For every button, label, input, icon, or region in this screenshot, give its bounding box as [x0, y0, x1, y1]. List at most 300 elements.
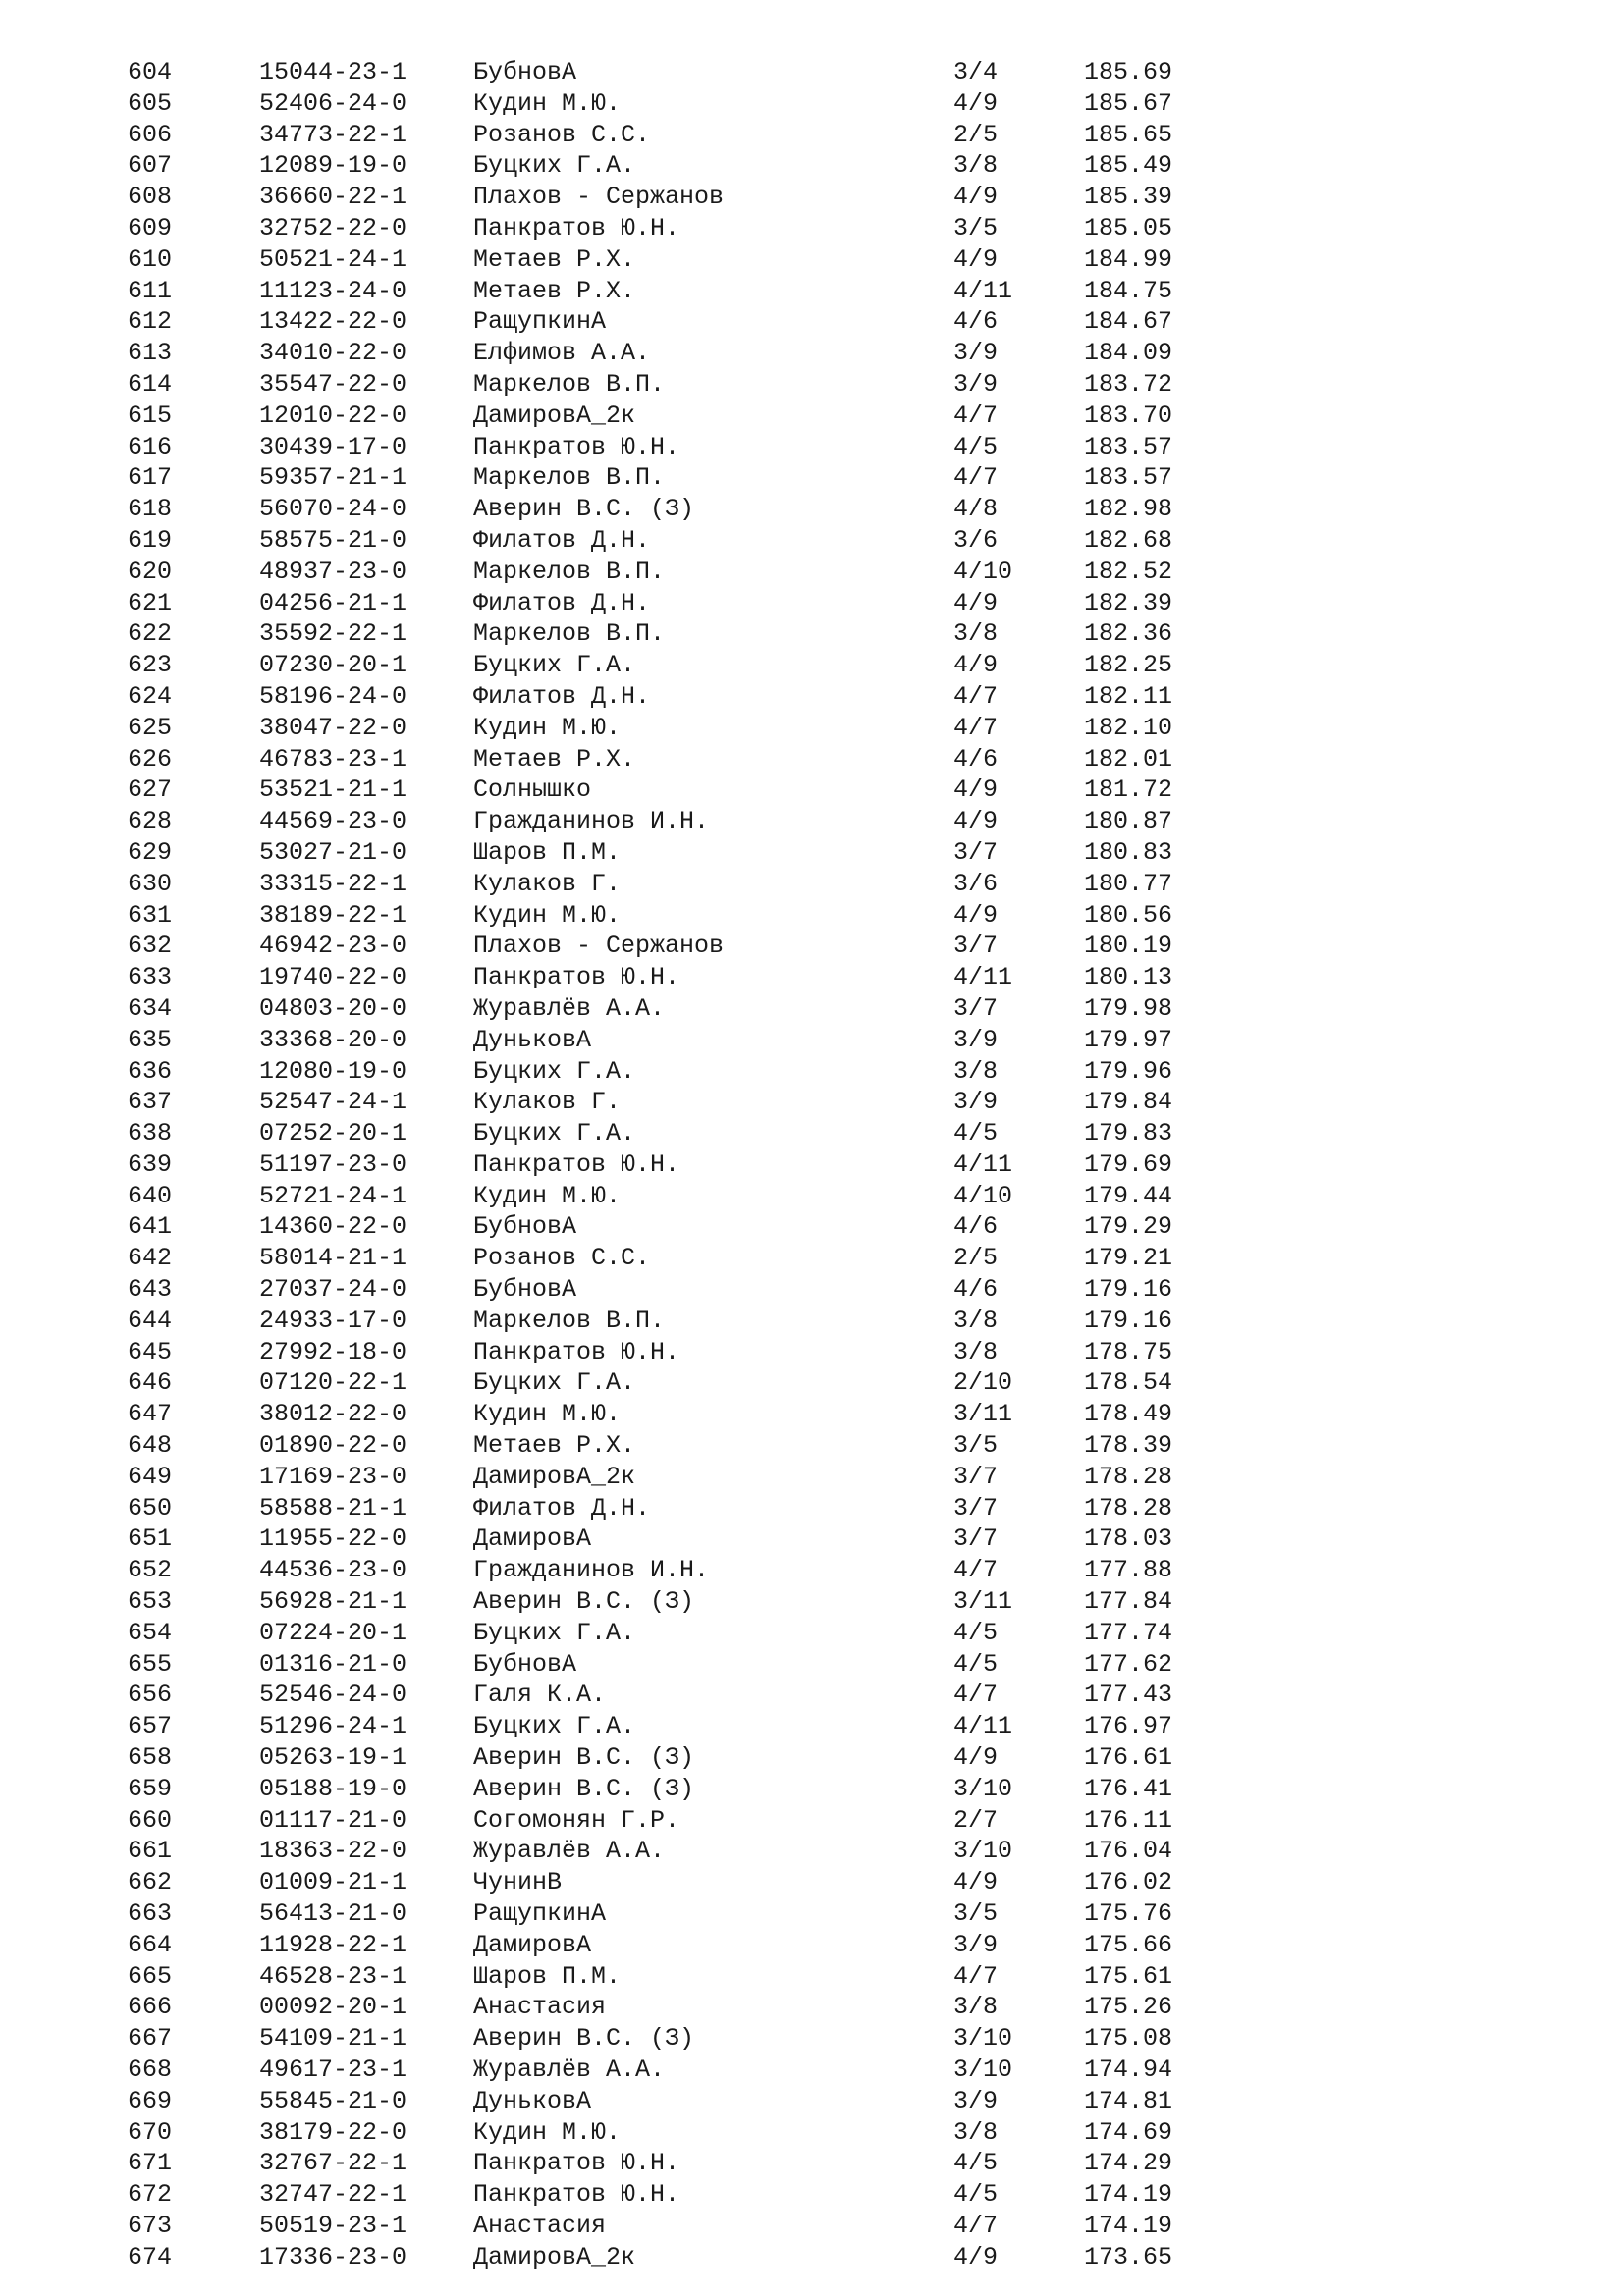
row-fraction: 3/7 [953, 1493, 999, 1522]
row-score: 179.16 [1084, 1275, 1173, 1305]
row-name: ДамировА_2к [473, 2242, 636, 2271]
row-rank: 621 [128, 588, 173, 617]
table-row [0, 2055, 1624, 2086]
row-rank: 631 [128, 900, 173, 930]
row-rank: 617 [128, 463, 173, 493]
row-fraction: 4/9 [953, 183, 999, 212]
table-row [0, 1836, 1624, 1867]
row-score: 182.68 [1084, 525, 1173, 555]
row-name: Панкратов Ю.Н. [473, 2149, 680, 2178]
row-code: 00092-20-1 [259, 1993, 407, 2022]
row-code: 53027-21-0 [259, 837, 407, 867]
row-code: 14360-22-0 [259, 1212, 407, 1242]
row-rank: 651 [128, 1524, 173, 1554]
row-fraction: 3/9 [953, 1088, 999, 1117]
row-fraction: 3/8 [953, 1993, 999, 2022]
table-row [0, 276, 1624, 307]
row-code: 38179-22-0 [259, 2117, 407, 2147]
row-code: 38189-22-1 [259, 900, 407, 930]
row-fraction: 3/7 [953, 1524, 999, 1554]
row-code: 49617-23-1 [259, 2056, 407, 2084]
row-code: 54109-21-1 [259, 2024, 407, 2054]
row-name: Кудин М.Ю. [473, 1400, 622, 1429]
table-row [0, 1274, 1624, 1306]
row-score: 180.83 [1084, 837, 1173, 867]
row-fraction: 4/5 [953, 1618, 999, 1647]
row-name: Аверин В.С. (З) [473, 1587, 695, 1617]
row-rank: 663 [128, 1899, 173, 1929]
row-fraction: 3/8 [953, 619, 999, 649]
row-name: Филатов Д.Н. [473, 1493, 651, 1522]
row-score: 173.65 [1084, 2242, 1173, 2271]
row-code: 30439-17-0 [259, 432, 407, 461]
row-rank: 628 [128, 807, 173, 836]
table-row [0, 618, 1624, 650]
row-rank: 625 [128, 713, 173, 742]
row-name: Метаев Р.Х. [473, 1431, 636, 1461]
row-score: 185.69 [1084, 58, 1173, 86]
row-rank: 669 [128, 2086, 173, 2115]
row-name: Маркелов В.П. [473, 557, 666, 586]
row-score: 178.49 [1084, 1400, 1173, 1429]
row-name: Журавлёв А.А. [473, 1837, 666, 1866]
table-row [0, 1243, 1624, 1274]
row-score: 178.28 [1084, 1493, 1173, 1522]
row-name: Плахов - Сержанов [473, 183, 725, 212]
row-fraction: 4/7 [953, 681, 999, 711]
row-code: 52547-24-1 [259, 1088, 407, 1117]
row-rank: 665 [128, 1961, 173, 1991]
row-fraction: 4/6 [953, 744, 999, 774]
row-name: ДуньковА [473, 2086, 592, 2115]
row-fraction: 3/11 [953, 1400, 1013, 1429]
row-fraction: 3/10 [953, 1774, 1013, 1803]
row-code: 11928-22-1 [259, 1930, 407, 1959]
row-fraction: 4/9 [953, 900, 999, 930]
row-name: ДамировА_2к [473, 1462, 636, 1491]
row-rank: 639 [128, 1149, 173, 1179]
row-rank: 636 [128, 1056, 173, 1086]
row-rank: 608 [128, 183, 173, 212]
row-name: Буцких Г.А. [473, 1712, 636, 1741]
row-code: 12080-19-0 [259, 1056, 407, 1086]
table-row [0, 88, 1624, 120]
row-fraction: 3/9 [953, 369, 999, 399]
row-code: 56413-21-0 [259, 1899, 407, 1929]
row-name: Буцких Г.А. [473, 1119, 636, 1148]
row-name: Буцких Г.А. [473, 651, 636, 680]
row-fraction: 3/9 [953, 1025, 999, 1054]
table-row [0, 525, 1624, 557]
results-document [0, 57, 1624, 2273]
row-fraction: 3/9 [953, 1930, 999, 1959]
row-score: 178.75 [1084, 1337, 1173, 1366]
row-score: 183.57 [1084, 463, 1173, 493]
row-rank: 634 [128, 993, 173, 1023]
row-code: 12089-19-0 [259, 151, 407, 181]
row-rank: 660 [128, 1805, 173, 1835]
table-row [0, 400, 1624, 432]
row-name: Буцких Г.А. [473, 1368, 636, 1398]
row-fraction: 3/8 [953, 1337, 999, 1366]
row-rank: 604 [128, 58, 173, 86]
row-name: Розанов С.С. [473, 1244, 651, 1273]
row-name: ДамировА [473, 1930, 592, 1959]
table-row [0, 1087, 1624, 1118]
row-rank: 655 [128, 1649, 173, 1679]
row-fraction: 4/10 [953, 557, 1013, 586]
row-score: 184.99 [1084, 244, 1173, 274]
row-code: 04803-20-0 [259, 993, 407, 1023]
row-rank: 618 [128, 495, 173, 524]
row-code: 58014-21-1 [259, 1244, 407, 1273]
table-row [0, 2211, 1624, 2242]
row-name: ЧунинВ [473, 1868, 563, 1897]
row-name: БубновА [473, 1649, 577, 1679]
table-row [0, 1306, 1624, 1337]
table-row [0, 1992, 1624, 2023]
row-fraction: 4/11 [953, 1149, 1013, 1179]
row-name: Маркелов В.П. [473, 463, 666, 493]
row-name: Аверин В.С. (З) [473, 1743, 695, 1773]
row-name: Шаров П.М. [473, 1961, 622, 1991]
table-row [0, 2179, 1624, 2211]
row-name: ДамировА [473, 1524, 592, 1554]
row-code: 07224-20-1 [259, 1618, 407, 1647]
row-name: РащупкинА [473, 1899, 607, 1929]
table-row [0, 1399, 1624, 1430]
row-name: РащупкинА [473, 307, 607, 337]
row-rank: 623 [128, 651, 173, 680]
row-name: Согомонян Г.Р. [473, 1805, 680, 1835]
table-row [0, 1867, 1624, 1898]
row-fraction: 4/5 [953, 2149, 999, 2178]
row-name: Розанов С.С. [473, 120, 651, 149]
row-name: Панкратов Ю.Н. [473, 213, 680, 242]
table-row [0, 432, 1624, 463]
row-code: 52546-24-0 [259, 1681, 407, 1710]
row-name: Гражданинов И.Н. [473, 1556, 710, 1585]
row-name: Филатов Д.Н. [473, 681, 651, 711]
row-fraction: 4/7 [953, 1556, 999, 1585]
row-name: Метаев Р.Х. [473, 744, 636, 774]
row-fraction: 3/10 [953, 1837, 1013, 1866]
table-row [0, 713, 1624, 744]
row-code: 53521-21-1 [259, 775, 407, 805]
row-fraction: 4/9 [953, 1743, 999, 1773]
row-score: 174.29 [1084, 2149, 1173, 2178]
row-score: 184.09 [1084, 339, 1173, 368]
row-code: 51197-23-0 [259, 1149, 407, 1179]
row-code: 52721-24-1 [259, 1181, 407, 1210]
row-fraction: 3/8 [953, 1056, 999, 1086]
row-fraction: 3/7 [953, 932, 999, 961]
row-fraction: 2/5 [953, 120, 999, 149]
row-fraction: 4/5 [953, 1649, 999, 1679]
row-rank: 620 [128, 557, 173, 586]
row-code: 24933-17-0 [259, 1306, 407, 1335]
row-code: 05263-19-1 [259, 1743, 407, 1773]
row-name: Панкратов Ю.Н. [473, 432, 680, 461]
row-code: 04256-21-1 [259, 588, 407, 617]
row-fraction: 2/7 [953, 1805, 999, 1835]
row-fraction: 3/11 [953, 1587, 1013, 1617]
row-rank: 641 [128, 1212, 173, 1242]
row-score: 180.87 [1084, 807, 1173, 836]
row-fraction: 4/6 [953, 307, 999, 337]
row-rank: 635 [128, 1025, 173, 1054]
table-row [0, 369, 1624, 400]
row-score: 179.98 [1084, 993, 1173, 1023]
row-code: 46783-23-1 [259, 744, 407, 774]
row-score: 177.74 [1084, 1618, 1173, 1647]
row-rank: 648 [128, 1431, 173, 1461]
row-name: Панкратов Ю.Н. [473, 1149, 680, 1179]
row-rank: 653 [128, 1587, 173, 1617]
row-code: 11123-24-0 [259, 276, 407, 305]
row-name: Аверин В.С. (З) [473, 495, 695, 524]
row-code: 55845-21-0 [259, 2086, 407, 2115]
row-name: БубновА [473, 58, 577, 86]
row-rank: 667 [128, 2024, 173, 2054]
row-score: 176.41 [1084, 1774, 1173, 1803]
table-row [0, 306, 1624, 338]
row-name: Елфимов А.А. [473, 339, 651, 368]
row-fraction: 3/9 [953, 2086, 999, 2115]
row-name: Кудин М.Ю. [473, 900, 622, 930]
row-code: 46528-23-1 [259, 1961, 407, 1991]
row-score: 182.52 [1084, 557, 1173, 586]
row-rank: 613 [128, 339, 173, 368]
row-score: 176.02 [1084, 1868, 1173, 1897]
row-fraction: 4/5 [953, 432, 999, 461]
table-row [0, 1462, 1624, 1493]
row-rank: 643 [128, 1275, 173, 1305]
row-rank: 606 [128, 120, 173, 149]
table-row [0, 557, 1624, 588]
row-fraction: 4/9 [953, 588, 999, 617]
row-rank: 619 [128, 525, 173, 555]
table-row [0, 993, 1624, 1025]
row-score: 182.01 [1084, 744, 1173, 774]
table-row [0, 1523, 1624, 1555]
row-score: 175.61 [1084, 1961, 1173, 1991]
row-score: 179.97 [1084, 1025, 1173, 1054]
table-row [0, 900, 1624, 932]
row-name: ДуньковА [473, 1025, 592, 1054]
row-score: 176.61 [1084, 1743, 1173, 1773]
row-code: 12010-22-0 [259, 400, 407, 430]
row-name: Кудин М.Ю. [473, 1181, 622, 1210]
row-rank: 615 [128, 400, 173, 430]
table-row [0, 744, 1624, 775]
row-score: 175.76 [1084, 1899, 1173, 1929]
row-code: 46942-23-0 [259, 932, 407, 961]
row-fraction: 3/7 [953, 1462, 999, 1491]
row-code: 51296-24-1 [259, 1712, 407, 1741]
row-rank: 668 [128, 2056, 173, 2084]
row-rank: 646 [128, 1368, 173, 1398]
table-row [0, 2117, 1624, 2149]
row-score: 182.98 [1084, 495, 1173, 524]
row-rank: 632 [128, 932, 173, 961]
table-row [0, 1774, 1624, 1805]
row-rank: 612 [128, 307, 173, 337]
row-rank: 656 [128, 1681, 173, 1710]
row-score: 179.44 [1084, 1181, 1173, 1210]
row-rank: 674 [128, 2242, 173, 2271]
row-name: Панкратов Ю.Н. [473, 2180, 680, 2210]
row-name: Кулаков Г. [473, 869, 622, 898]
row-code: 32767-22-1 [259, 2149, 407, 2178]
row-fraction: 3/7 [953, 993, 999, 1023]
row-fraction: 4/9 [953, 88, 999, 118]
table-row [0, 931, 1624, 962]
row-fraction: 4/9 [953, 1868, 999, 1897]
row-fraction: 3/4 [953, 58, 999, 86]
row-fraction: 4/11 [953, 963, 1013, 992]
row-score: 181.72 [1084, 775, 1173, 805]
table-row [0, 1586, 1624, 1618]
row-name: Кудин М.Ю. [473, 2117, 622, 2147]
row-code: 07120-22-1 [259, 1368, 407, 1398]
row-score: 180.56 [1084, 900, 1173, 930]
table-row [0, 2242, 1624, 2273]
row-rank: 672 [128, 2180, 173, 2210]
row-score: 185.39 [1084, 183, 1173, 212]
row-fraction: 3/8 [953, 2117, 999, 2147]
row-code: 56070-24-0 [259, 495, 407, 524]
row-score: 183.70 [1084, 400, 1173, 430]
table-row [0, 650, 1624, 681]
row-rank: 609 [128, 213, 173, 242]
row-score: 179.84 [1084, 1088, 1173, 1117]
row-code: 36660-22-1 [259, 183, 407, 212]
row-rank: 662 [128, 1868, 173, 1897]
row-score: 185.05 [1084, 213, 1173, 242]
row-score: 179.96 [1084, 1056, 1173, 1086]
table-row [0, 1211, 1624, 1243]
table-row [0, 588, 1624, 619]
row-fraction: 2/5 [953, 1244, 999, 1273]
row-name: Буцких Г.А. [473, 151, 636, 181]
table-row [0, 869, 1624, 900]
row-score: 176.97 [1084, 1712, 1173, 1741]
row-code: 59357-21-1 [259, 463, 407, 493]
row-fraction: 3/7 [953, 837, 999, 867]
row-name: Маркелов В.П. [473, 369, 666, 399]
row-fraction: 3/5 [953, 213, 999, 242]
row-score: 180.19 [1084, 932, 1173, 961]
row-score: 180.13 [1084, 963, 1173, 992]
row-fraction: 4/9 [953, 775, 999, 805]
row-name: Метаев Р.Х. [473, 244, 636, 274]
row-code: 38047-22-0 [259, 713, 407, 742]
table-row [0, 806, 1624, 837]
row-fraction: 4/5 [953, 2180, 999, 2210]
row-score: 182.36 [1084, 619, 1173, 649]
table-row [0, 150, 1624, 182]
row-rank: 661 [128, 1837, 173, 1866]
row-fraction: 4/7 [953, 400, 999, 430]
row-score: 185.67 [1084, 88, 1173, 118]
table-row [0, 837, 1624, 869]
row-code: 13422-22-0 [259, 307, 407, 337]
row-name: Кудин М.Ю. [473, 713, 622, 742]
row-code: 01117-21-0 [259, 1805, 407, 1835]
row-fraction: 4/7 [953, 1681, 999, 1710]
row-score: 174.69 [1084, 2117, 1173, 2147]
row-code: 01890-22-0 [259, 1431, 407, 1461]
row-name: Панкратов Ю.Н. [473, 1337, 680, 1366]
row-code: 01316-21-0 [259, 1649, 407, 1679]
row-rank: 673 [128, 2211, 173, 2240]
row-name: Кулаков Г. [473, 1088, 622, 1117]
table-row [0, 1025, 1624, 1056]
row-name: ДамировА_2к [473, 400, 636, 430]
row-rank: 633 [128, 963, 173, 992]
row-score: 176.04 [1084, 1837, 1173, 1866]
table-row [0, 1367, 1624, 1399]
row-score: 182.39 [1084, 588, 1173, 617]
row-fraction: 4/11 [953, 1712, 1013, 1741]
row-fraction: 4/7 [953, 1961, 999, 1991]
row-rank: 610 [128, 244, 173, 274]
row-name: Маркелов В.П. [473, 619, 666, 649]
row-score: 175.26 [1084, 1993, 1173, 2022]
row-code: 18363-22-0 [259, 1837, 407, 1866]
row-rank: 616 [128, 432, 173, 461]
table-row [0, 1961, 1624, 1993]
row-code: 50521-24-1 [259, 244, 407, 274]
table-row [0, 182, 1624, 213]
table-row [0, 2023, 1624, 2055]
row-score: 178.28 [1084, 1462, 1173, 1491]
row-name: Солнышко [473, 775, 592, 805]
row-score: 174.94 [1084, 2056, 1173, 2084]
row-code: 01009-21-1 [259, 1868, 407, 1897]
table-row [0, 462, 1624, 494]
table-row [0, 244, 1624, 276]
row-rank: 627 [128, 775, 173, 805]
row-rank: 670 [128, 2117, 173, 2147]
row-score: 179.83 [1084, 1119, 1173, 1148]
row-score: 177.84 [1084, 1587, 1173, 1617]
row-name: Метаев Р.Х. [473, 276, 636, 305]
row-score: 176.11 [1084, 1805, 1173, 1835]
table-row [0, 1056, 1624, 1088]
row-rank: 622 [128, 619, 173, 649]
row-score: 174.19 [1084, 2211, 1173, 2240]
row-code: 07230-20-1 [259, 651, 407, 680]
row-code: 58588-21-1 [259, 1493, 407, 1522]
row-fraction: 4/8 [953, 495, 999, 524]
row-code: 56928-21-1 [259, 1587, 407, 1617]
row-fraction: 3/8 [953, 1306, 999, 1335]
row-code: 32752-22-0 [259, 213, 407, 242]
row-fraction: 4/11 [953, 276, 1013, 305]
row-score: 184.75 [1084, 276, 1173, 305]
row-rank: 611 [128, 276, 173, 305]
row-code: 17336-23-0 [259, 2242, 407, 2271]
row-code: 15044-23-1 [259, 58, 407, 86]
row-name: Буцких Г.А. [473, 1056, 636, 1086]
row-fraction: 4/9 [953, 807, 999, 836]
row-code: 38012-22-0 [259, 1400, 407, 1429]
row-rank: 649 [128, 1462, 173, 1491]
row-score: 178.39 [1084, 1431, 1173, 1461]
row-score: 178.03 [1084, 1524, 1173, 1554]
